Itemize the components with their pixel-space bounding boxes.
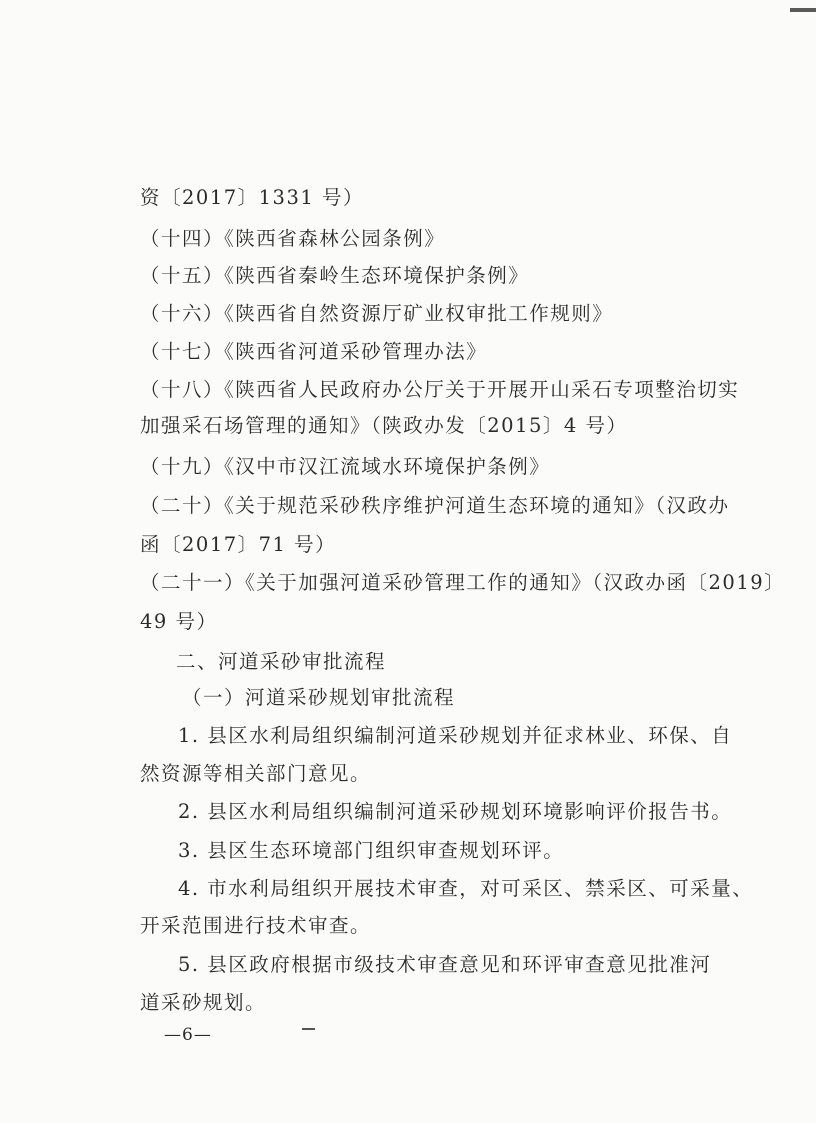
doc-line: （十八）《陕西省人民政府办公厅关于开展开山采石专项整治切实	[140, 378, 740, 401]
page-number: —6—	[164, 1025, 212, 1045]
list-item: 2. 县区水利局组织编制河道采砂规划环境影响评价报告书。	[178, 800, 733, 823]
list-item: 4. 市水利局组织开展技术审查，对可采区、禁采区、可采量、	[178, 877, 754, 900]
section-heading: 二、河道采砂审批流程	[176, 650, 387, 673]
doc-line: 49 号）	[140, 610, 218, 633]
doc-line: 函〔2017〕71 号）	[140, 533, 337, 556]
list-item: 3. 县区生态环境部门组织审查规划环评。	[178, 839, 565, 862]
list-item-continuation: 然资源等相关部门意见。	[140, 762, 372, 785]
doc-line: （十六）《陕西省自然资源厅矿业权审批工作规则》	[140, 302, 614, 325]
list-item-continuation: 道采砂规划。	[140, 991, 267, 1014]
scan-speck	[302, 1028, 315, 1030]
list-item-continuation: 开采范围进行技术审查。	[140, 914, 372, 937]
doc-line: （二十一）《关于加强河道采砂管理工作的通知》（汉政办函〔2019〕	[140, 571, 786, 594]
list-item: 5. 县区政府根据市级技术审查意见和环评审查意见批准河	[178, 953, 712, 976]
list-item: 1. 县区水利局组织编制河道采砂规划并征求林业、环保、自	[178, 724, 733, 747]
doc-line: （十九）《汉中市汉江流域水环境保护条例》	[140, 455, 551, 478]
doc-line: （十四）《陕西省森林公园条例》	[140, 227, 446, 250]
subsection-heading: （一）河道采砂规划审批流程	[182, 686, 456, 709]
doc-line: （十五）《陕西省秦岭生态环境保护条例》	[140, 264, 530, 287]
doc-line: （二十）《关于规范采砂秩序维护河道生态环境的通知》（汉政办	[140, 494, 730, 517]
scan-edge-mark	[790, 8, 816, 12]
doc-line: （十七）《陕西省河道采砂管理办法》	[140, 340, 488, 363]
doc-line: 加强采石场管理的通知》（陕政办发〔2015〕4 号）	[140, 414, 628, 437]
doc-line: 资〔2017〕1331 号）	[140, 186, 364, 209]
